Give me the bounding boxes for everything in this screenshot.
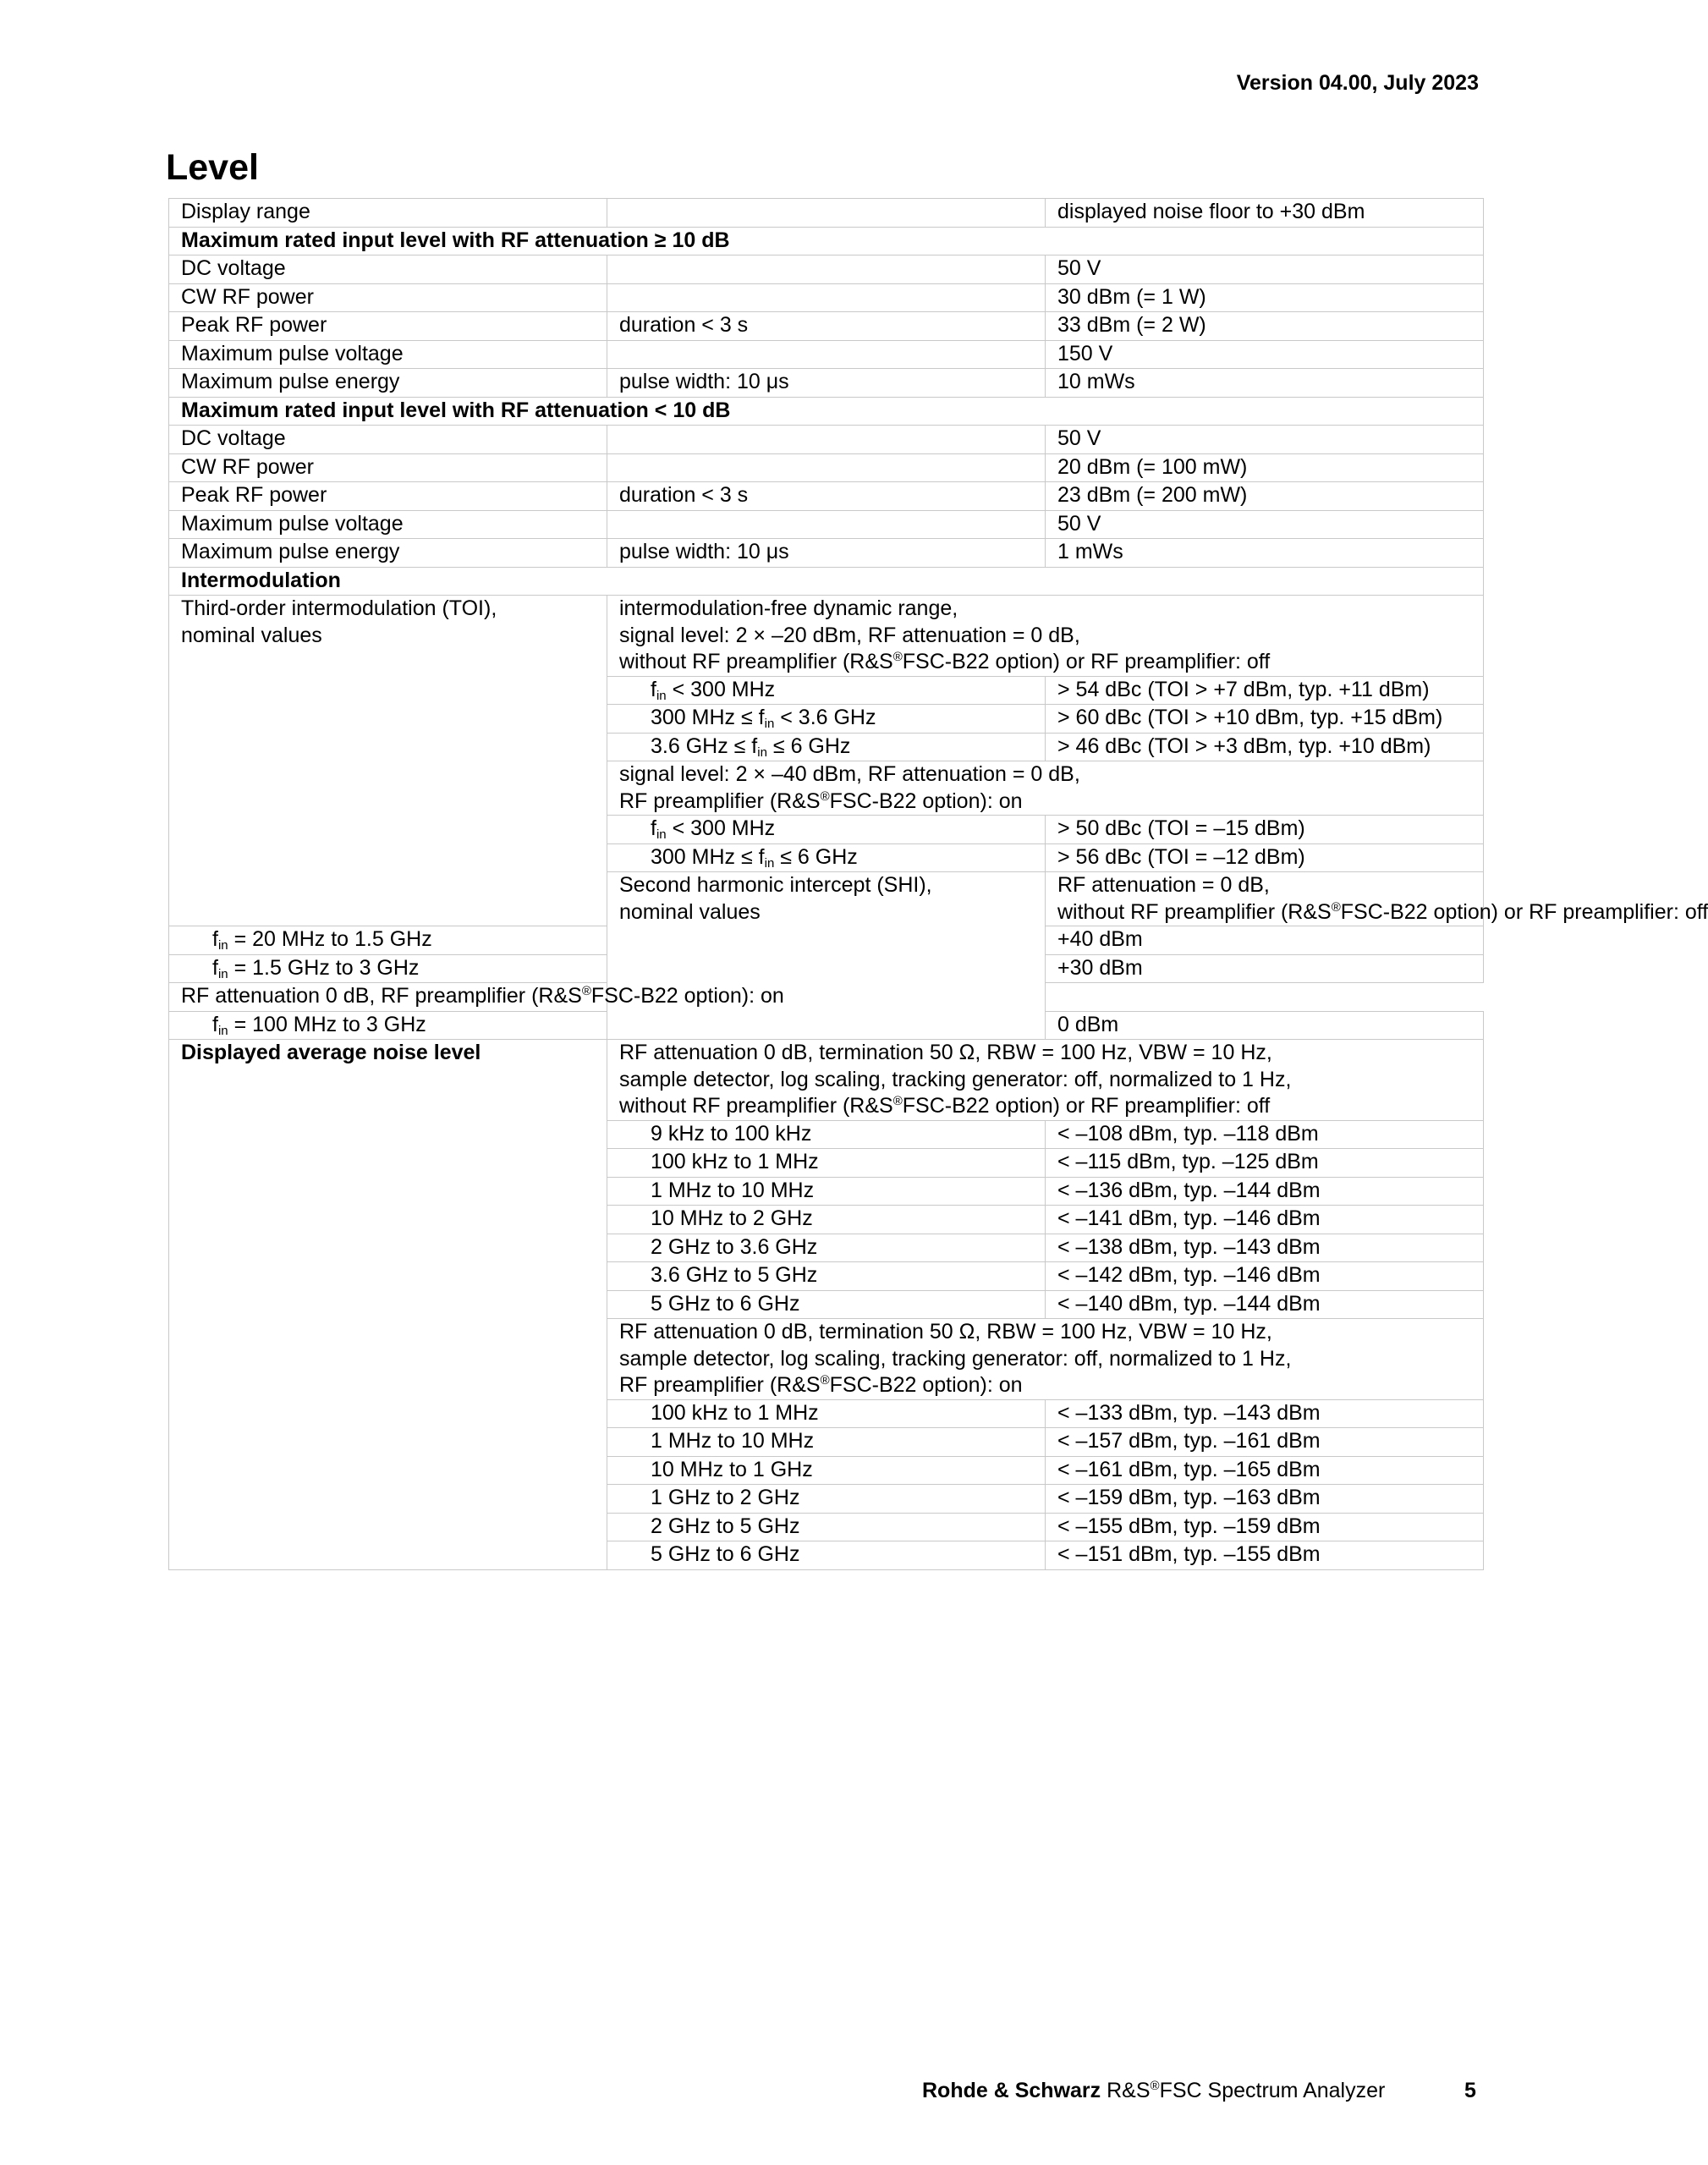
spec-value: +30 dBm <box>1046 954 1484 983</box>
freq-range: 300 MHz ≤ $f_{in} \le 6$ GHz <box>607 843 1046 872</box>
freq-range: 1 GHz to 2 GHz <box>607 1485 1046 1514</box>
spec-condition <box>607 199 1046 228</box>
spec-condition <box>607 453 1046 482</box>
spec-value: 0 dBm <box>1046 1011 1484 1040</box>
table-row <box>169 539 1484 568</box>
spec-value: 33 dBm (= 2 W) <box>1046 312 1484 341</box>
spec-value: < –136 dBm, typ. –144 dBm <box>1046 1177 1484 1206</box>
spec-condition <box>607 1319 1484 1400</box>
spec-condition <box>1046 872 1708 926</box>
table-row <box>169 227 1484 256</box>
spec-label: Display range <box>169 199 607 228</box>
condition-line: intermodulation-free dynamic range, <box>619 596 958 620</box>
condition-line: sample detector, log scaling, tracking generator: off, normalized to 1 Hz, <box>619 1346 1292 1371</box>
group-heading: Maximum rated input level with RF attenuation ≥ 10 dB <box>169 227 1484 256</box>
spec-value: < –141 dBm, typ. –146 dBm <box>1046 1206 1484 1234</box>
spec-value: < –108 dBm, typ. –118 dBm <box>1046 1120 1484 1149</box>
table-row <box>169 312 1484 341</box>
spec-label <box>607 872 1046 1040</box>
spec-condition <box>607 283 1046 312</box>
spec-condition: pulse width: 10 μs <box>607 539 1046 568</box>
table-row <box>169 340 1484 369</box>
spec-condition <box>607 1040 1484 1121</box>
spec-table <box>168 198 1708 1570</box>
freq-range: 100 kHz to 1 MHz <box>607 1149 1046 1178</box>
spec-label: Maximum pulse energy <box>169 539 607 568</box>
condition-line: RF preamplifier (R&S®FSC-B22 option): on <box>619 789 1023 813</box>
spec-condition: duration < 3 s <box>607 482 1046 511</box>
table-row <box>169 567 1484 596</box>
spec-label <box>169 596 607 926</box>
freq-range: 10 MHz to 1 GHz <box>607 1456 1046 1485</box>
condition-line: RF attenuation = 0 dB, <box>1057 873 1270 897</box>
table-row <box>169 256 1484 284</box>
group-heading: Maximum rated input level with RF attenuation < 10 dB <box>169 397 1484 426</box>
spec-value: +40 dBm <box>1046 926 1484 955</box>
table-row <box>169 453 1484 482</box>
spec-value: > 56 dBc (TOI = –12 dBm) <box>1046 843 1484 872</box>
spec-value: < –138 dBm, typ. –143 dBm <box>1046 1234 1484 1262</box>
freq-range: 10 MHz to 2 GHz <box>607 1206 1046 1234</box>
footer-product: R&S®FSC Spectrum Analyzer <box>1107 2079 1386 2102</box>
shi-label-line1: Second harmonic intercept (SHI), <box>619 873 932 897</box>
freq-range: $f_{in} < 300$ MHz <box>607 676 1046 705</box>
toi-label-line1: Third-order intermodulation (TOI), <box>181 596 497 620</box>
spec-label: DC voltage <box>169 426 607 454</box>
spec-label: DC voltage <box>169 256 607 284</box>
section-title: Level <box>166 147 259 188</box>
freq-range: 2 GHz to 5 GHz <box>607 1513 1046 1541</box>
freq-range: 9 kHz to 100 kHz <box>607 1120 1046 1149</box>
spec-condition <box>607 256 1046 284</box>
table-row <box>169 983 1484 1012</box>
spec-condition <box>607 340 1046 369</box>
spec-value: 50 V <box>1046 510 1484 539</box>
condition-line: RF preamplifier (R&S®FSC-B22 option): on <box>619 1373 1023 1397</box>
table-row <box>169 369 1484 398</box>
spec-value: 150 V <box>1046 340 1484 369</box>
spec-value: 1 mWs <box>1046 539 1484 568</box>
spec-value: 50 V <box>1046 426 1484 454</box>
spec-value: > 46 dBc (TOI > +3 dBm, typ. +10 dBm) <box>1046 733 1484 761</box>
table-row <box>169 199 1484 228</box>
spec-label: Maximum pulse energy <box>169 369 607 398</box>
freq-range: 5 GHz to 6 GHz <box>607 1541 1046 1570</box>
condition-line: signal level: 2 × –20 dBm, RF attenuation = 0 dB, <box>619 623 1080 647</box>
spec-label: CW RF power <box>169 453 607 482</box>
spec-value: > 50 dBc (TOI = –15 dBm) <box>1046 816 1484 844</box>
freq-range: 100 kHz to 1 MHz <box>607 1399 1046 1428</box>
condition-line: signal level: 2 × –40 dBm, RF attenuation = 0 dB, <box>619 762 1080 786</box>
spec-label: Maximum pulse voltage <box>169 340 607 369</box>
table-row <box>169 426 1484 454</box>
freq-range: $f_{in} < 300$ MHz <box>607 816 1046 844</box>
condition-line: RF attenuation 0 dB, termination 50 Ω, RBW = 100 Hz, VBW = 10 Hz, <box>619 1320 1272 1344</box>
condition-line: without RF preamplifier (R&S®FSC-B22 option) or RF preamplifier: off <box>619 650 1271 673</box>
freq-range: $f_{in} = 100$ MHz to 3 GHz <box>169 1011 607 1040</box>
spec-value: < –142 dBm, typ. –146 dBm <box>1046 1262 1484 1291</box>
spec-value: > 60 dBc (TOI > +10 dBm, typ. +15 dBm) <box>1046 705 1484 734</box>
spec-value: 30 dBm (= 1 W) <box>1046 283 1484 312</box>
group-heading: Intermodulation <box>169 567 1484 596</box>
spec-value: displayed noise floor to +30 dBm <box>1046 199 1484 228</box>
spec-value: 20 dBm (= 100 mW) <box>1046 453 1484 482</box>
spec-label: CW RF power <box>169 283 607 312</box>
condition-line: without RF preamplifier (R&S®FSC-B22 option) or RF preamplifier: off <box>1057 899 1708 924</box>
condition-line: sample detector, log scaling, tracking generator: off, normalized to 1 Hz, <box>619 1067 1292 1091</box>
freq-range: 3.6 GHz to 5 GHz <box>607 1262 1046 1291</box>
spec-condition: duration < 3 s <box>607 312 1046 341</box>
spec-value: < –115 dBm, typ. –125 dBm <box>1046 1149 1484 1178</box>
spec-value: < –161 dBm, typ. –165 dBm <box>1046 1456 1484 1485</box>
freq-range: 2 GHz to 3.6 GHz <box>607 1234 1046 1262</box>
freq-range: 5 GHz to 6 GHz <box>607 1290 1046 1319</box>
spec-value: 10 mWs <box>1046 369 1484 398</box>
table-row <box>169 510 1484 539</box>
spec-value: < –159 dBm, typ. –163 dBm <box>1046 1485 1484 1514</box>
table-row <box>169 482 1484 511</box>
table-row <box>169 596 1484 677</box>
spec-condition: RF attenuation 0 dB, RF preamplifier (R&S®FSC-B22 option): on <box>169 983 1046 1012</box>
page-number: 5 <box>1464 2079 1476 2102</box>
spec-value: < –157 dBm, typ. –161 dBm <box>1046 1428 1484 1457</box>
spec-value: > 54 dBc (TOI > +7 dBm, typ. +11 dBm) <box>1046 676 1484 705</box>
spec-value: < –133 dBm, typ. –143 dBm <box>1046 1399 1484 1428</box>
freq-range: 3.6 GHz ≤ $f_{in} \le 6$ GHz <box>607 733 1046 761</box>
freq-range: $f_{in} = 20$ MHz to 1.5 GHz <box>169 926 607 955</box>
toi-label-line2: nominal values <box>181 623 322 647</box>
spec-label: Peak RF power <box>169 482 607 511</box>
freq-range: 300 MHz ≤ $f_{in} < 3.6$ GHz <box>607 705 1046 734</box>
shi-label-line2: nominal values <box>619 899 761 924</box>
table-row <box>169 283 1484 312</box>
condition-line: without RF preamplifier (R&S®FSC-B22 option) or RF preamplifier: off <box>619 1094 1271 1118</box>
spec-condition <box>607 596 1484 677</box>
freq-range: $f_{in} = 1.5$ GHz to 3 GHz <box>169 954 607 983</box>
table-row <box>169 397 1484 426</box>
page-footer <box>922 2079 1385 2103</box>
spec-condition: pulse width: 10 μs <box>607 369 1046 398</box>
spec-condition <box>607 426 1046 454</box>
spec-label: Maximum pulse voltage <box>169 510 607 539</box>
spec-value: 23 dBm (= 200 mW) <box>1046 482 1484 511</box>
spec-value: < –155 dBm, typ. –159 dBm <box>1046 1513 1484 1541</box>
footer-brand: Rohde & Schwarz <box>922 2079 1101 2102</box>
spec-value: < –140 dBm, typ. –144 dBm <box>1046 1290 1484 1319</box>
freq-range: 1 MHz to 10 MHz <box>607 1428 1046 1457</box>
condition-line: RF attenuation 0 dB, termination 50 Ω, RBW = 100 Hz, VBW = 10 Hz, <box>619 1041 1272 1064</box>
spec-value: < –151 dBm, typ. –155 dBm <box>1046 1541 1484 1570</box>
version-header: Version 04.00, July 2023 <box>1236 71 1479 95</box>
spec-value: 50 V <box>1046 256 1484 284</box>
spec-condition <box>607 510 1046 539</box>
spec-label: Peak RF power <box>169 312 607 341</box>
spec-condition <box>607 761 1484 816</box>
spec-label: Displayed average noise level <box>169 1040 607 1570</box>
table-row <box>169 1040 1484 1121</box>
freq-range: 1 MHz to 10 MHz <box>607 1177 1046 1206</box>
